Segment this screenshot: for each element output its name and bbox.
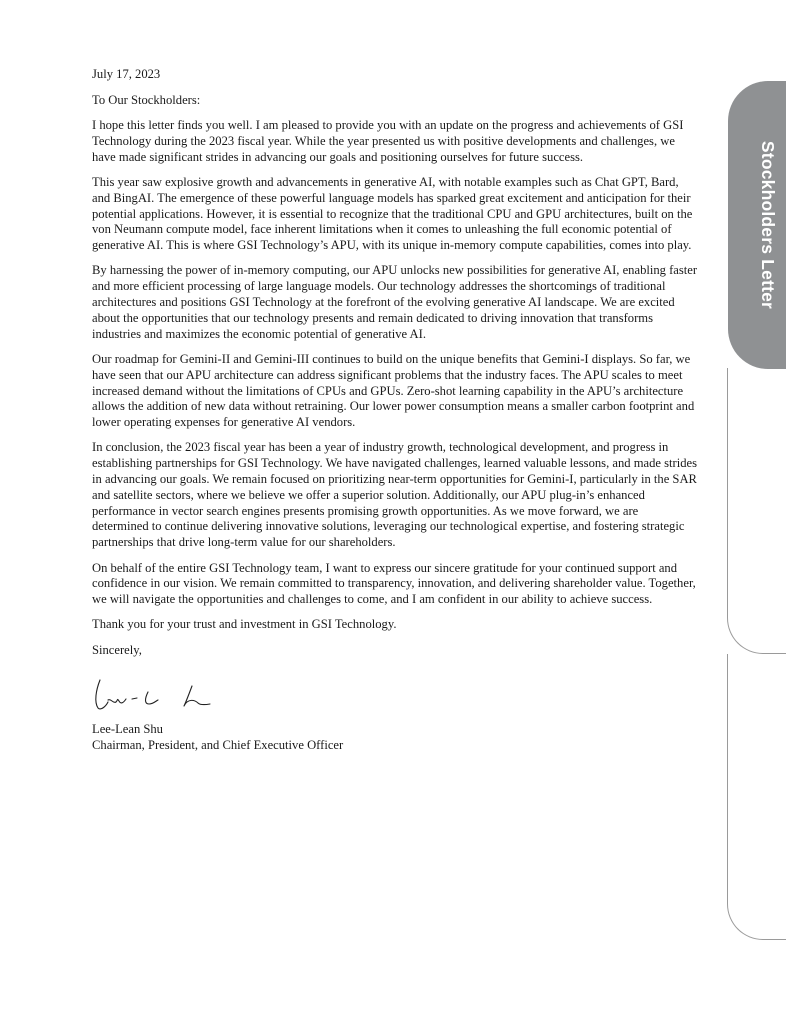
paragraph-3: By harnessing the power of in-memory computing, our APU unlocks new possibilities for generative AI, enabling faster and more efficient processing of large language models. Our technology addresses the shortcomings of traditional architectures and positions GSI Technology at the forefront of the evolving generative AI landscape. We are excited about the opportunities that our technology presents and remain dedicated to driving innovation that transforms industries and maximizes the economic potential of generative AI.: [92, 263, 698, 341]
signer-title: Chairman, President, and Chief Executive Officer: [92, 737, 344, 752]
tab-label: Stockholders Letter: [758, 140, 779, 310]
paragraph-1: I hope this letter finds you well. I am pleased to provide you with an update on the progress and achievements of GSI Technology during the 2023 fiscal year. While the year presented us with positive developments and challenges, we have made significant strides in advancing our goals and positioning ourselves for future success.: [92, 118, 684, 164]
signer-name: Lee-Lean Shu: [92, 722, 163, 736]
signature: [92, 668, 698, 718]
paragraph-4: Our roadmap for Gemini-II and Gemini-III continues to build on the unique benefits that Gemini-I displays. So far, we have seen that our APU architecture can address significant problems that the industry faces. The APU scales to meet increased demand without the limitations of CPUs and GPUs. Zero-shot learning capability in the APU’s architecture allows the addition of new data without retraining. Our lower power consumption means a smaller carbon footprint and lower operating expenses for generative AI vendors.: [92, 351, 695, 430]
paragraph-6: On behalf of the entire GSI Technology team, I want to express our sincere gratitude for your continued support and confidence in our vision. We remain committed to transparency, innovation, and delivering shareholder value. Together, we will navigate the opportunities and challenges to come, and I am confident in our ability to achieve success.: [92, 560, 696, 607]
section-tab-outline: [727, 368, 786, 654]
letter-date: July 17, 2023: [92, 67, 161, 81]
paragraph-5: In conclusion, the 2023 fiscal year has been a year of industry growth, technological development, and progress in establishing partnerships for GSI Technology. We have navigated challenges, learned valuable lessons, and made strides in advancing our goals. We remain focused on prioritizing near-term opportunities for Gemini-I, particularly in the SAR and satellite sectors, where we believe we offer a superior solution. Additionally, our APU plug-in’s enhanced performance in vector search engines presents promising growth opportunities. As we move forward, we are determined to continue delivering innovative solutions, leveraging our technological expertise, and fostering strategic partnerships that drive long-term value for our shareholders.: [92, 440, 697, 550]
closing: Sincerely,: [92, 642, 142, 657]
salutation: To Our Stockholders:: [92, 92, 201, 107]
signer-block: [92, 722, 698, 754]
paragraph-2: This year saw explosive growth and advancements in generative AI, with notable examples such as Chat GPT, Bard, and BingAI. The emergence of these powerful language models has sparked great excitement and anticipation for their potential applications. However, it is essential to recognize that the traditional CPU and GPU architectures, built on the von Neumann compute model, face inherent limitations when it comes to unleashing the full economic potential of generative AI. This is where GSI Technology’s APU, with its unique in-memory compute capabilities, comes into play.: [92, 174, 693, 253]
section-tab-outline: [727, 654, 786, 940]
paragraph-7: Thank you for your trust and investment in GSI Technology.: [92, 617, 397, 632]
handwritten-signature-icon: [92, 668, 222, 718]
letter-body: [92, 67, 698, 754]
stockholders-letter-tab[interactable]: [728, 81, 786, 369]
